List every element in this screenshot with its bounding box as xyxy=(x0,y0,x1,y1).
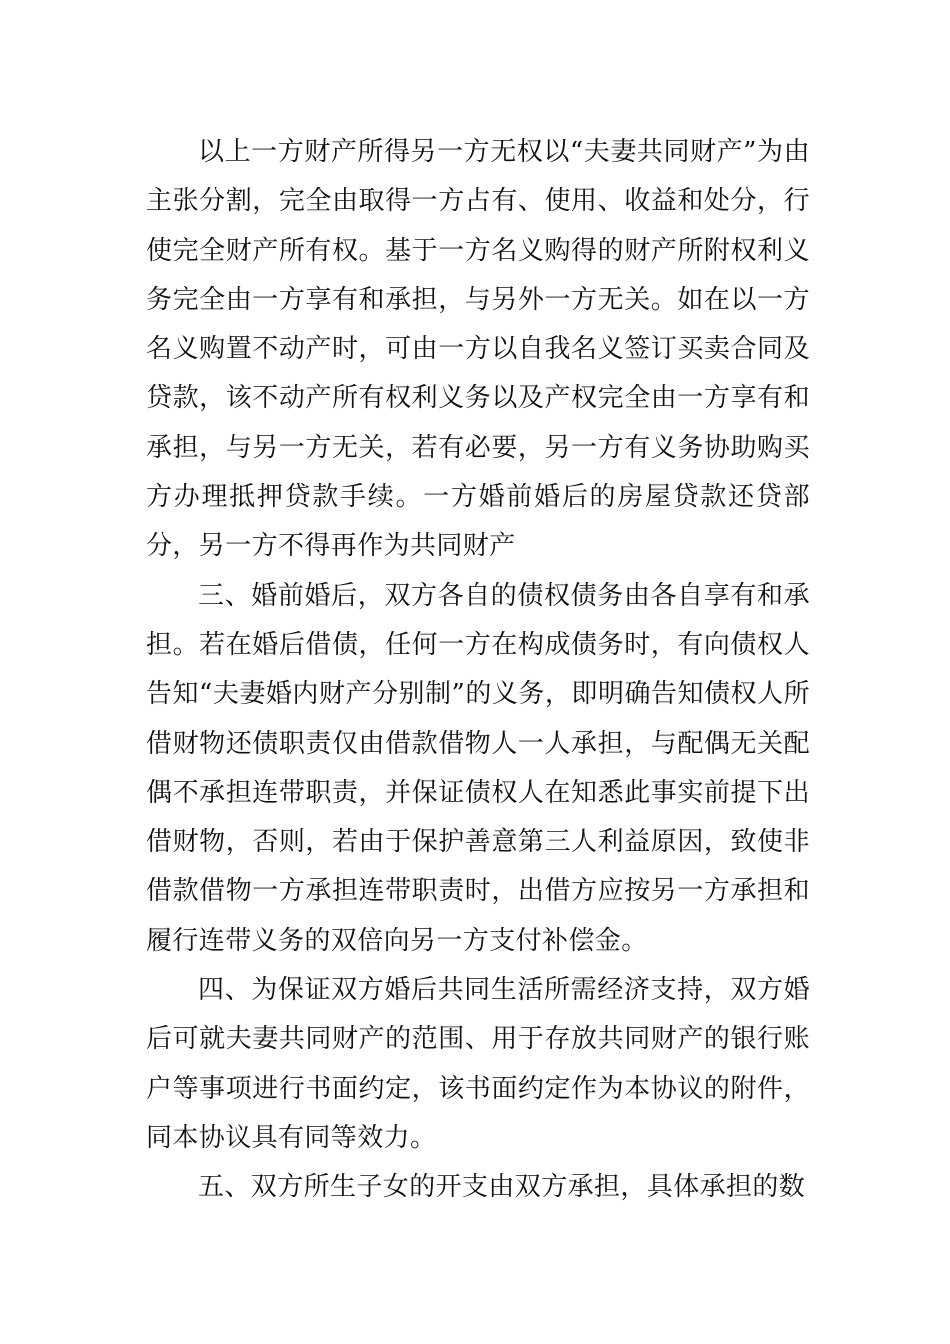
paragraph-clause-four-joint-property: 四、为保证双方婚后共同生活所需经济支持，双方婚后可就夫妻共同财产的范围、用于存放共同财产的银行账户等事项进行书面约定，该书面约定作为本协议的附件，同本协议具有同等效力。 xyxy=(146,975,810,1153)
paragraph-clause-five-children: 五、双方所生子女的开支由双方承担，具体承担的数 xyxy=(198,1172,806,1203)
paragraph-clause-three-debts: 三、婚前婚后，双方各自的债权债务由各自享有和承担。若在婚后借债，任何一方在构成债务时，有向债权人告知“夫妻婚内财产分别制”的义务，即明确告知债权人所借财物还债职责仅由借款借物人一人承担，与配偶无关配偶不承担连带职责，并保证债权人在知悉此事实前提下出借财物，否则，若由于保护善意第三人利益原因，致使非借款借物一方承担连带职责时，出借方应按另一方承担和履行连带义务的双倍向另一方支付补偿金。 xyxy=(146,580,810,956)
document-body xyxy=(146,128,810,1213)
paragraph-property-ownership: 以上一方财产所得另一方无权以“夫妻共同财产”为由主张分割，完全由取得一方占有、使用、收益和处分，行使完全财产所有权。基于一方名义购得的财产所附权利义务完全由一方享有和承担，与另外一方无关。如在以一方名义购置不动产时，可由一方以自我名义签订买卖合同及贷款，该不动产所有权利义务以及产权完全由一方享有和承担，与另一方无关，若有必要，另一方有义务协助购买方办理抵押贷款手续。一方婚前婚后的房屋贷款还贷部分，另一方不得再作为共同财产 xyxy=(146,137,810,562)
